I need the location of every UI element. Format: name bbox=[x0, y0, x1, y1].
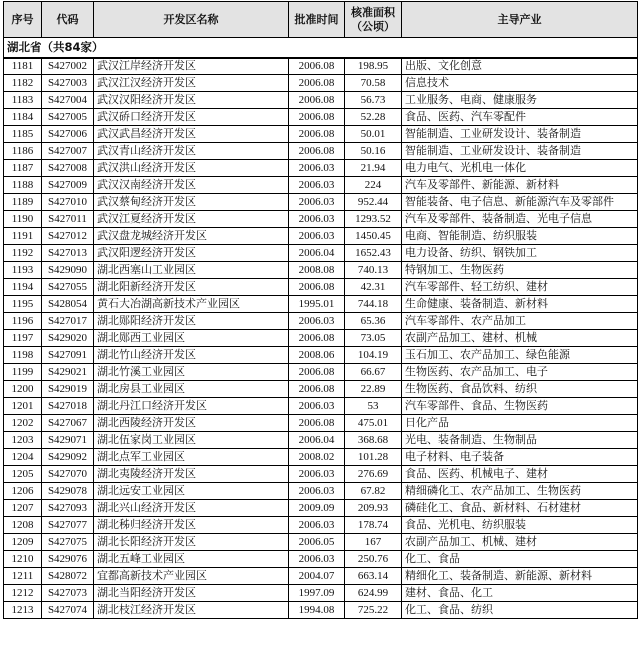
table-row bbox=[4, 143, 638, 160]
cell-leading-industry: 电力电气、光机电一体化 bbox=[402, 160, 638, 177]
cell-approved-area: 952.44 bbox=[345, 194, 402, 211]
table-row bbox=[4, 432, 638, 449]
cell-zone-name: 湖北郧西工业园区 bbox=[94, 330, 289, 347]
cell-leading-industry: 建材、食品、化工 bbox=[402, 585, 638, 602]
cell-seq: 1190 bbox=[4, 211, 42, 228]
cell-code: S428054 bbox=[42, 296, 94, 313]
cell-approved-area: 21.94 bbox=[345, 160, 402, 177]
cell-zone-name: 湖北竹山经济开发区 bbox=[94, 347, 289, 364]
cell-approval-date: 2006.05 bbox=[289, 534, 345, 551]
header-row bbox=[4, 2, 638, 38]
cell-approval-date: 2006.03 bbox=[289, 313, 345, 330]
cell-zone-name: 湖北阳新经济开发区 bbox=[94, 279, 289, 296]
cell-approved-area: 66.67 bbox=[345, 364, 402, 381]
cell-approval-date: 2006.03 bbox=[289, 483, 345, 500]
cell-code: S427070 bbox=[42, 466, 94, 483]
cell-leading-industry: 出版、文化创意 bbox=[402, 58, 638, 75]
cell-approved-area: 1652.43 bbox=[345, 245, 402, 262]
cell-approval-date: 2006.08 bbox=[289, 75, 345, 92]
cell-approved-area: 198.95 bbox=[345, 58, 402, 75]
cell-seq: 1186 bbox=[4, 143, 42, 160]
cell-approved-area: 624.99 bbox=[345, 585, 402, 602]
table-row bbox=[4, 126, 638, 143]
table-row bbox=[4, 160, 638, 177]
table-row bbox=[4, 449, 638, 466]
cell-approval-date: 2006.08 bbox=[289, 415, 345, 432]
cell-approved-area: 73.05 bbox=[345, 330, 402, 347]
table-row bbox=[4, 92, 638, 109]
cell-code: S427006 bbox=[42, 126, 94, 143]
cell-code: S427017 bbox=[42, 313, 94, 330]
table-row bbox=[4, 228, 638, 245]
cell-seq: 1195 bbox=[4, 296, 42, 313]
cell-code: S427075 bbox=[42, 534, 94, 551]
cell-approved-area: 22.89 bbox=[345, 381, 402, 398]
group-title: 湖北省（共84家） bbox=[4, 38, 638, 58]
cell-code: S427009 bbox=[42, 177, 94, 194]
cell-zone-name: 武汉硚口经济开发区 bbox=[94, 109, 289, 126]
cell-seq: 1211 bbox=[4, 568, 42, 585]
cell-approved-area: 1450.45 bbox=[345, 228, 402, 245]
cell-approval-date: 2006.03 bbox=[289, 211, 345, 228]
cell-code: S427077 bbox=[42, 517, 94, 534]
cell-leading-industry: 电商、智能制造、纺织服装 bbox=[402, 228, 638, 245]
cell-zone-name: 湖北竹溪工业园区 bbox=[94, 364, 289, 381]
cell-code: S427093 bbox=[42, 500, 94, 517]
cell-seq: 1199 bbox=[4, 364, 42, 381]
cell-zone-name: 黄石大冶湖高新技术产业园区 bbox=[94, 296, 289, 313]
cell-leading-industry: 食品、医药、汽车零配件 bbox=[402, 109, 638, 126]
cell-seq: 1213 bbox=[4, 602, 42, 619]
cell-approved-area: 224 bbox=[345, 177, 402, 194]
cell-leading-industry: 电力设备、纺织、钢铁加工 bbox=[402, 245, 638, 262]
cell-seq: 1189 bbox=[4, 194, 42, 211]
cell-approval-date: 1997.09 bbox=[289, 585, 345, 602]
cell-leading-industry: 智能制造、工业研发设计、装备制造 bbox=[402, 143, 638, 160]
cell-approved-area: 663.14 bbox=[345, 568, 402, 585]
cell-approved-area: 167 bbox=[345, 534, 402, 551]
cell-code: S429078 bbox=[42, 483, 94, 500]
cell-approval-date: 2008.06 bbox=[289, 347, 345, 364]
table-row bbox=[4, 585, 638, 602]
cell-zone-name: 湖北秭归经济开发区 bbox=[94, 517, 289, 534]
cell-zone-name: 武汉汉南经济开发区 bbox=[94, 177, 289, 194]
cell-approval-date: 2006.03 bbox=[289, 177, 345, 194]
cell-seq: 1209 bbox=[4, 534, 42, 551]
cell-code: S427002 bbox=[42, 58, 94, 75]
cell-zone-name: 武汉江岸经济开发区 bbox=[94, 58, 289, 75]
cell-seq: 1191 bbox=[4, 228, 42, 245]
cell-leading-industry: 食品、光机电、纺织服装 bbox=[402, 517, 638, 534]
cell-seq: 1206 bbox=[4, 483, 42, 500]
cell-approval-date: 2006.08 bbox=[289, 109, 345, 126]
cell-seq: 1183 bbox=[4, 92, 42, 109]
cell-leading-industry: 农副产品加工、建材、机械 bbox=[402, 330, 638, 347]
cell-approved-area: 368.68 bbox=[345, 432, 402, 449]
cell-zone-name: 湖北枝江经济开发区 bbox=[94, 602, 289, 619]
table-row bbox=[4, 534, 638, 551]
cell-seq: 1196 bbox=[4, 313, 42, 330]
cell-zone-name: 湖北兴山经济开发区 bbox=[94, 500, 289, 517]
cell-leading-industry: 生命健康、装备制造、新材料 bbox=[402, 296, 638, 313]
cell-approval-date: 2006.03 bbox=[289, 517, 345, 534]
cell-code: S427011 bbox=[42, 211, 94, 228]
cell-zone-name: 武汉青山经济开发区 bbox=[94, 143, 289, 160]
cell-zone-name: 武汉江汉经济开发区 bbox=[94, 75, 289, 92]
table-row bbox=[4, 58, 638, 75]
cell-code: S427008 bbox=[42, 160, 94, 177]
cell-seq: 1185 bbox=[4, 126, 42, 143]
table-row bbox=[4, 330, 638, 347]
cell-seq: 1202 bbox=[4, 415, 42, 432]
cell-code: S429020 bbox=[42, 330, 94, 347]
cell-code: S429090 bbox=[42, 262, 94, 279]
cell-seq: 1193 bbox=[4, 262, 42, 279]
cell-code: S427007 bbox=[42, 143, 94, 160]
cell-zone-name: 湖北郧阳经济开发区 bbox=[94, 313, 289, 330]
cell-zone-name: 湖北当阳经济开发区 bbox=[94, 585, 289, 602]
cell-seq: 1207 bbox=[4, 500, 42, 517]
cell-approval-date: 2006.03 bbox=[289, 160, 345, 177]
table-row bbox=[4, 177, 638, 194]
cell-approval-date: 1995.01 bbox=[289, 296, 345, 313]
table-row bbox=[4, 568, 638, 585]
cell-approved-area: 42.31 bbox=[345, 279, 402, 296]
cell-leading-industry: 食品、医药、机械电子、建材 bbox=[402, 466, 638, 483]
cell-seq: 1197 bbox=[4, 330, 42, 347]
cell-approval-date: 2006.08 bbox=[289, 364, 345, 381]
cell-code: S429092 bbox=[42, 449, 94, 466]
cell-approval-date: 2006.08 bbox=[289, 330, 345, 347]
cell-seq: 1182 bbox=[4, 75, 42, 92]
cell-approved-area: 56.73 bbox=[345, 92, 402, 109]
cell-zone-name: 湖北伍家岗工业园区 bbox=[94, 432, 289, 449]
cell-leading-industry: 化工、食品 bbox=[402, 551, 638, 568]
cell-seq: 1210 bbox=[4, 551, 42, 568]
cell-seq: 1188 bbox=[4, 177, 42, 194]
table-row bbox=[4, 245, 638, 262]
header-name: 开发区名称 bbox=[94, 2, 289, 38]
cell-code: S429071 bbox=[42, 432, 94, 449]
cell-approved-area: 50.16 bbox=[345, 143, 402, 160]
cell-approved-area: 276.69 bbox=[345, 466, 402, 483]
table-row bbox=[4, 466, 638, 483]
cell-approval-date: 2006.08 bbox=[289, 92, 345, 109]
cell-approval-date: 2006.08 bbox=[289, 279, 345, 296]
cell-approved-area: 53 bbox=[345, 398, 402, 415]
cell-zone-name: 湖北远安工业园区 bbox=[94, 483, 289, 500]
cell-seq: 1187 bbox=[4, 160, 42, 177]
table-row bbox=[4, 602, 638, 619]
header-industry: 主导产业 bbox=[402, 2, 638, 38]
cell-seq: 1194 bbox=[4, 279, 42, 296]
table-row bbox=[4, 109, 638, 126]
cell-leading-industry: 日化产品 bbox=[402, 415, 638, 432]
cell-code: S427091 bbox=[42, 347, 94, 364]
cell-zone-name: 武汉江夏经济开发区 bbox=[94, 211, 289, 228]
cell-zone-name: 湖北夷陵经济开发区 bbox=[94, 466, 289, 483]
cell-leading-industry: 农副产品加工、机械、建材 bbox=[402, 534, 638, 551]
table-row bbox=[4, 517, 638, 534]
table-row bbox=[4, 551, 638, 568]
cell-code: S427005 bbox=[42, 109, 94, 126]
cell-code: S427012 bbox=[42, 228, 94, 245]
cell-code: S427055 bbox=[42, 279, 94, 296]
cell-seq: 1203 bbox=[4, 432, 42, 449]
cell-seq: 1201 bbox=[4, 398, 42, 415]
cell-approved-area: 250.76 bbox=[345, 551, 402, 568]
table-row bbox=[4, 194, 638, 211]
table-row bbox=[4, 279, 638, 296]
cell-approval-date: 2006.08 bbox=[289, 381, 345, 398]
cell-zone-name: 湖北丹江口经济开发区 bbox=[94, 398, 289, 415]
cell-leading-industry: 汽车及零部件、新能源、新材料 bbox=[402, 177, 638, 194]
cell-approval-date: 2006.03 bbox=[289, 228, 345, 245]
cell-zone-name: 湖北五峰工业园区 bbox=[94, 551, 289, 568]
cell-zone-name: 湖北西塞山工业园区 bbox=[94, 262, 289, 279]
cell-approved-area: 209.93 bbox=[345, 500, 402, 517]
cell-seq: 1198 bbox=[4, 347, 42, 364]
cell-zone-name: 武汉洪山经济开发区 bbox=[94, 160, 289, 177]
cell-leading-industry: 化工、食品、纺织 bbox=[402, 602, 638, 619]
cell-leading-industry: 生物医药、食品饮料、纺织 bbox=[402, 381, 638, 398]
cell-code: S427004 bbox=[42, 92, 94, 109]
header-date: 批准时间 bbox=[289, 2, 345, 38]
cell-leading-industry: 汽车零部件、农产品加工 bbox=[402, 313, 638, 330]
cell-code: S429076 bbox=[42, 551, 94, 568]
table-row bbox=[4, 262, 638, 279]
header-seq: 序号 bbox=[4, 2, 42, 38]
cell-leading-industry: 智能装备、电子信息、新能源汽车及零部件 bbox=[402, 194, 638, 211]
cell-leading-industry: 光电、装备制造、生物制品 bbox=[402, 432, 638, 449]
cell-seq: 1181 bbox=[4, 58, 42, 75]
cell-seq: 1208 bbox=[4, 517, 42, 534]
cell-seq: 1204 bbox=[4, 449, 42, 466]
cell-approved-area: 52.28 bbox=[345, 109, 402, 126]
cell-leading-industry: 工业服务、电商、健康服务 bbox=[402, 92, 638, 109]
cell-zone-name: 武汉蔡甸经济开发区 bbox=[94, 194, 289, 211]
cell-zone-name: 宜都高新技术产业园区 bbox=[94, 568, 289, 585]
cell-approved-area: 475.01 bbox=[345, 415, 402, 432]
cell-leading-industry: 精细化工、装备制造、新能源、新材料 bbox=[402, 568, 638, 585]
table-row bbox=[4, 364, 638, 381]
cell-leading-industry: 汽车及零部件、装备制造、光电子信息 bbox=[402, 211, 638, 228]
cell-leading-industry: 精细磷化工、农产品加工、生物医药 bbox=[402, 483, 638, 500]
header-area: 核准面积（公顷） bbox=[345, 2, 402, 38]
cell-leading-industry: 汽车零部件、食品、生物医药 bbox=[402, 398, 638, 415]
cell-zone-name: 武汉汉阳经济开发区 bbox=[94, 92, 289, 109]
cell-approval-date: 2006.08 bbox=[289, 58, 345, 75]
table-row bbox=[4, 381, 638, 398]
cell-approval-date: 2008.08 bbox=[289, 262, 345, 279]
cell-code: S427067 bbox=[42, 415, 94, 432]
cell-approval-date: 2006.03 bbox=[289, 398, 345, 415]
cell-leading-industry: 生物医药、农产品加工、电子 bbox=[402, 364, 638, 381]
cell-approval-date: 2009.09 bbox=[289, 500, 345, 517]
table-row bbox=[4, 211, 638, 228]
cell-approved-area: 70.58 bbox=[345, 75, 402, 92]
cell-code: S427018 bbox=[42, 398, 94, 415]
group-row-hubei bbox=[4, 38, 638, 58]
cell-approval-date: 2006.03 bbox=[289, 551, 345, 568]
cell-zone-name: 湖北长阳经济开发区 bbox=[94, 534, 289, 551]
cell-leading-industry: 电子材料、电子装备 bbox=[402, 449, 638, 466]
cell-zone-name: 湖北房县工业园区 bbox=[94, 381, 289, 398]
cell-approval-date: 2004.07 bbox=[289, 568, 345, 585]
cell-zone-name: 武汉盘龙城经济开发区 bbox=[94, 228, 289, 245]
cell-code: S429021 bbox=[42, 364, 94, 381]
cell-code: S428072 bbox=[42, 568, 94, 585]
development-zone-table bbox=[3, 1, 638, 619]
cell-approval-date: 2006.08 bbox=[289, 143, 345, 160]
cell-approved-area: 67.82 bbox=[345, 483, 402, 500]
cell-approval-date: 2006.03 bbox=[289, 194, 345, 211]
cell-approval-date: 1994.08 bbox=[289, 602, 345, 619]
table-row bbox=[4, 500, 638, 517]
cell-approval-date: 2008.02 bbox=[289, 449, 345, 466]
cell-zone-name: 湖北点军工业园区 bbox=[94, 449, 289, 466]
cell-approved-area: 50.01 bbox=[345, 126, 402, 143]
cell-approval-date: 2006.03 bbox=[289, 466, 345, 483]
table-row bbox=[4, 483, 638, 500]
cell-leading-industry: 特钢加工、生物医药 bbox=[402, 262, 638, 279]
cell-approved-area: 101.28 bbox=[345, 449, 402, 466]
cell-leading-industry: 玉石加工、农产品加工、绿色能源 bbox=[402, 347, 638, 364]
cell-seq: 1212 bbox=[4, 585, 42, 602]
cell-seq: 1192 bbox=[4, 245, 42, 262]
cell-approved-area: 178.74 bbox=[345, 517, 402, 534]
cell-code: S427010 bbox=[42, 194, 94, 211]
table-row bbox=[4, 75, 638, 92]
cell-approved-area: 744.18 bbox=[345, 296, 402, 313]
cell-seq: 1205 bbox=[4, 466, 42, 483]
cell-seq: 1184 bbox=[4, 109, 42, 126]
cell-approved-area: 740.13 bbox=[345, 262, 402, 279]
cell-leading-industry: 智能制造、工业研发设计、装备制造 bbox=[402, 126, 638, 143]
table-row bbox=[4, 415, 638, 432]
cell-code: S427003 bbox=[42, 75, 94, 92]
cell-zone-name: 武汉阳逻经济开发区 bbox=[94, 245, 289, 262]
cell-code: S427073 bbox=[42, 585, 94, 602]
cell-approved-area: 65.36 bbox=[345, 313, 402, 330]
cell-approval-date: 2006.04 bbox=[289, 245, 345, 262]
table-row bbox=[4, 296, 638, 313]
table-row bbox=[4, 313, 638, 330]
cell-approved-area: 1293.52 bbox=[345, 211, 402, 228]
cell-zone-name: 武汉武昌经济开发区 bbox=[94, 126, 289, 143]
cell-approved-area: 104.19 bbox=[345, 347, 402, 364]
cell-code: S429019 bbox=[42, 381, 94, 398]
cell-zone-name: 湖北西陵经济开发区 bbox=[94, 415, 289, 432]
cell-leading-industry: 磷硅化工、食品、新材料、石材建材 bbox=[402, 500, 638, 517]
cell-leading-industry: 信息技术 bbox=[402, 75, 638, 92]
cell-seq: 1200 bbox=[4, 381, 42, 398]
cell-code: S427074 bbox=[42, 602, 94, 619]
table-row bbox=[4, 398, 638, 415]
header-code: 代码 bbox=[42, 2, 94, 38]
cell-approval-date: 2006.04 bbox=[289, 432, 345, 449]
cell-leading-industry: 汽车零部件、轻工纺织、建材 bbox=[402, 279, 638, 296]
cell-code: S427013 bbox=[42, 245, 94, 262]
cell-approval-date: 2006.08 bbox=[289, 126, 345, 143]
cell-approved-area: 725.22 bbox=[345, 602, 402, 619]
table-row bbox=[4, 347, 638, 364]
